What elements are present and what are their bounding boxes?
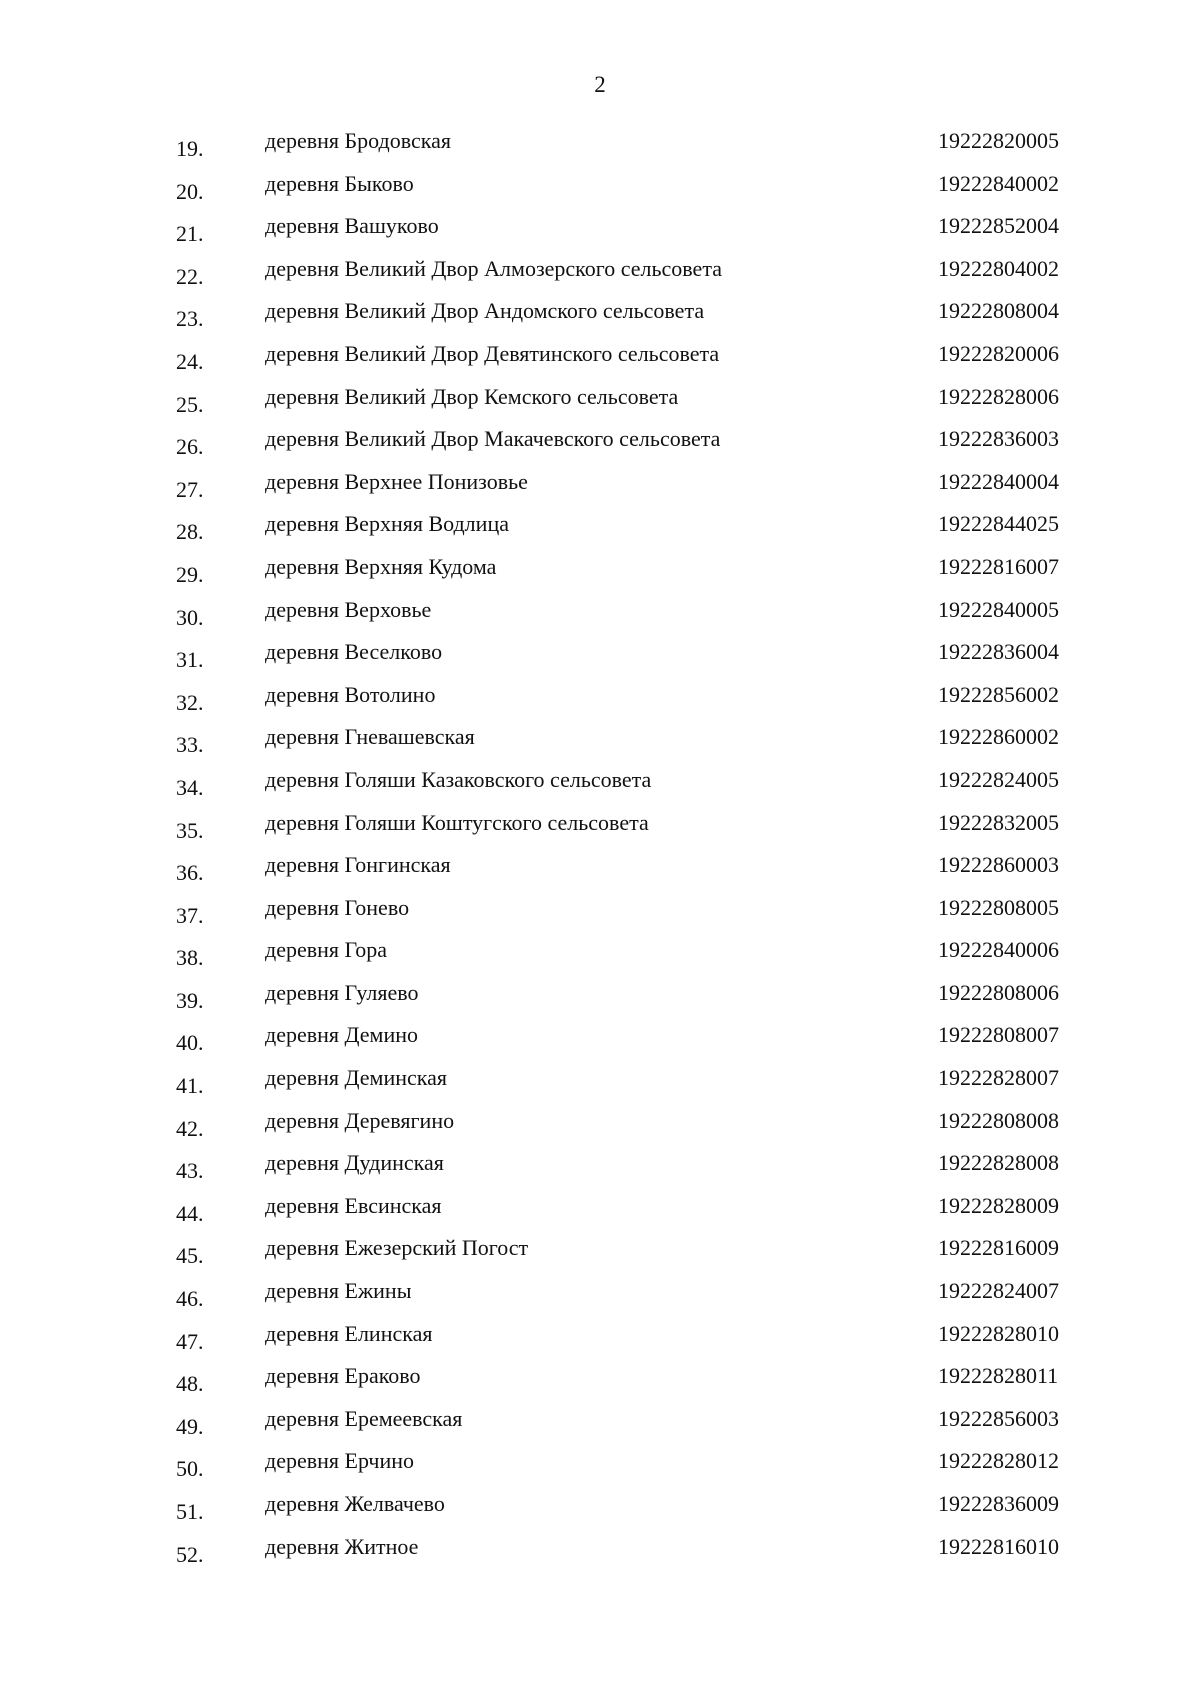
settlement-name: деревня Голяши Казаковского сельсовета	[265, 766, 652, 792]
list-row	[0, 678, 1200, 721]
row-number: 38.	[176, 945, 204, 971]
row-number: 23.	[176, 306, 204, 332]
row-number: 24.	[176, 348, 204, 374]
settlement-name: деревня Ерчино	[265, 1448, 415, 1474]
list-row	[0, 1530, 1200, 1573]
row-number: 21.	[176, 221, 204, 247]
settlement-name: деревня Демино	[265, 1022, 419, 1048]
list-row	[0, 550, 1200, 593]
settlement-name: деревня Великий Двор Алмозерского сельсовета	[265, 255, 722, 281]
list-row	[0, 763, 1200, 806]
list-row	[0, 848, 1200, 891]
settlement-code: 19222808006	[938, 979, 1059, 1005]
settlement-name: деревня Ежины	[265, 1278, 412, 1304]
settlement-name: деревня Еремеевская	[265, 1405, 463, 1431]
settlement-code: 19222828009	[938, 1192, 1059, 1218]
settlement-code: 19222824005	[938, 766, 1059, 792]
settlement-code: 19222816007	[938, 553, 1059, 579]
row-number: 32.	[176, 689, 204, 715]
settlement-code: 19222856002	[938, 681, 1059, 707]
row-number: 33.	[176, 732, 204, 758]
list-row	[0, 720, 1200, 763]
row-number: 36.	[176, 860, 204, 886]
row-number: 30.	[176, 604, 204, 630]
settlement-code: 19222840005	[938, 596, 1059, 622]
settlement-code: 19222856003	[938, 1405, 1059, 1431]
settlement-code: 19222840002	[938, 170, 1059, 196]
row-number: 40.	[176, 1030, 204, 1056]
list-row	[0, 1444, 1200, 1487]
settlement-code: 19222808007	[938, 1022, 1059, 1048]
settlement-name: деревня Верховье	[265, 596, 432, 622]
list-row	[0, 1274, 1200, 1317]
settlement-code: 19222840004	[938, 468, 1059, 494]
settlement-name: деревня Верхнее Понизовье	[265, 468, 528, 494]
list-row	[0, 1146, 1200, 1189]
settlement-code: 19222808004	[938, 298, 1059, 324]
settlement-code: 19222816010	[938, 1533, 1059, 1559]
list-row	[0, 252, 1200, 295]
row-number: 25.	[176, 391, 204, 417]
list-row	[0, 1104, 1200, 1147]
row-number: 27.	[176, 476, 204, 502]
list-row	[0, 593, 1200, 636]
settlement-code: 19222808008	[938, 1107, 1059, 1133]
list-row	[0, 891, 1200, 934]
settlement-name: деревня Великий Двор Кемского сельсовета	[265, 383, 679, 409]
settlement-code: 19222816009	[938, 1235, 1059, 1261]
settlement-code: 19222860002	[938, 724, 1059, 750]
settlement-name: деревня Веселково	[265, 639, 443, 665]
settlement-name: деревня Великий Двор Андомского сельсовета	[265, 298, 705, 324]
settlement-name: деревня Великий Двор Макачевского сельсовета	[265, 426, 721, 452]
settlement-name: деревня Елинская	[265, 1320, 433, 1346]
row-number: 47.	[176, 1328, 204, 1354]
settlement-code: 19222828010	[938, 1320, 1059, 1346]
row-number: 29.	[176, 561, 204, 587]
list-row	[0, 1402, 1200, 1445]
settlement-name: деревня Верхняя Водлица	[265, 511, 509, 537]
row-number: 31.	[176, 647, 204, 673]
list-row	[0, 1189, 1200, 1232]
settlement-code: 19222808005	[938, 894, 1059, 920]
settlement-name: деревня Верхняя Кудома	[265, 553, 497, 579]
row-number: 43.	[176, 1158, 204, 1184]
row-number: 44.	[176, 1200, 204, 1226]
settlement-code: 19222844025	[938, 511, 1059, 537]
settlement-name: деревня Евсинская	[265, 1192, 442, 1218]
settlement-name: деревня Гневашевская	[265, 724, 475, 750]
settlement-code: 19222820006	[938, 340, 1059, 366]
settlement-code: 19222832005	[938, 809, 1059, 835]
settlement-code: 19222820005	[938, 128, 1059, 153]
list-row	[0, 209, 1200, 252]
list-row	[0, 1487, 1200, 1530]
list-row	[0, 167, 1200, 210]
settlement-code: 19222852004	[938, 213, 1059, 239]
row-number: 48.	[176, 1371, 204, 1397]
row-number: 37.	[176, 902, 204, 928]
settlement-list	[0, 124, 1200, 1572]
list-row	[0, 337, 1200, 380]
settlement-code: 19222836003	[938, 426, 1059, 452]
list-row	[0, 1018, 1200, 1061]
settlement-name: деревня Деминская	[265, 1065, 448, 1091]
settlement-name: деревня Гуляево	[265, 979, 419, 1005]
settlement-name: деревня Деревягино	[265, 1107, 455, 1133]
list-row	[0, 124, 1200, 167]
row-number: 39.	[176, 987, 204, 1013]
settlement-code: 19222836009	[938, 1491, 1059, 1516]
settlement-code: 19222840006	[938, 937, 1059, 963]
settlement-code: 19222828011	[938, 1363, 1059, 1389]
list-row	[0, 465, 1200, 508]
settlement-name: деревня Гонево	[265, 894, 410, 920]
list-row	[0, 933, 1200, 976]
row-number: 28.	[176, 519, 204, 545]
settlement-name: деревня Ераково	[265, 1363, 421, 1389]
list-row	[0, 507, 1200, 550]
settlement-code: 19222804002	[938, 255, 1059, 281]
settlement-name: деревня Ежезерский Погост	[265, 1235, 529, 1261]
row-number: 52.	[176, 1541, 204, 1567]
settlement-name: деревня Желвачево	[265, 1491, 445, 1516]
list-row	[0, 422, 1200, 465]
list-row	[0, 806, 1200, 849]
row-number: 35.	[176, 817, 204, 843]
list-row	[0, 1317, 1200, 1360]
row-number: 46.	[176, 1286, 204, 1312]
row-number: 51.	[176, 1499, 204, 1524]
list-row	[0, 1231, 1200, 1274]
settlement-code: 19222828007	[938, 1065, 1059, 1091]
settlement-name: деревня Бродовская	[265, 128, 451, 153]
settlement-name: деревня Голяши Коштугского сельсовета	[265, 809, 649, 835]
list-row	[0, 1061, 1200, 1104]
settlement-name: деревня Житное	[265, 1533, 419, 1559]
row-number: 19.	[176, 136, 204, 161]
settlement-name: деревня Гора	[265, 937, 388, 963]
settlement-code: 19222828006	[938, 383, 1059, 409]
settlement-code: 19222824007	[938, 1278, 1059, 1304]
row-number: 41.	[176, 1073, 204, 1099]
list-row	[0, 976, 1200, 1019]
settlement-name: деревня Гонгинская	[265, 852, 451, 878]
settlement-code: 19222828012	[938, 1448, 1059, 1474]
settlement-name: деревня Вашуково	[265, 213, 439, 239]
list-row	[0, 294, 1200, 337]
row-number: 26.	[176, 434, 204, 460]
list-row	[0, 635, 1200, 678]
row-number: 49.	[176, 1413, 204, 1439]
list-row	[0, 1359, 1200, 1402]
row-number: 45.	[176, 1243, 204, 1269]
page-number: 2	[594, 72, 606, 97]
row-number: 42.	[176, 1115, 204, 1141]
row-number: 22.	[176, 263, 204, 289]
settlement-code: 19222836004	[938, 639, 1059, 665]
settlement-name: деревня Вотолино	[265, 681, 436, 707]
settlement-code: 19222828008	[938, 1150, 1059, 1176]
row-number: 50.	[176, 1456, 204, 1482]
row-number: 20.	[176, 178, 204, 204]
settlement-name: деревня Великий Двор Девятинского сельсовета	[265, 340, 720, 366]
settlement-code: 19222860003	[938, 852, 1059, 878]
settlement-name: деревня Дудинская	[265, 1150, 444, 1176]
settlement-name: деревня Быково	[265, 170, 414, 196]
row-number: 34.	[176, 774, 204, 800]
list-row	[0, 380, 1200, 423]
